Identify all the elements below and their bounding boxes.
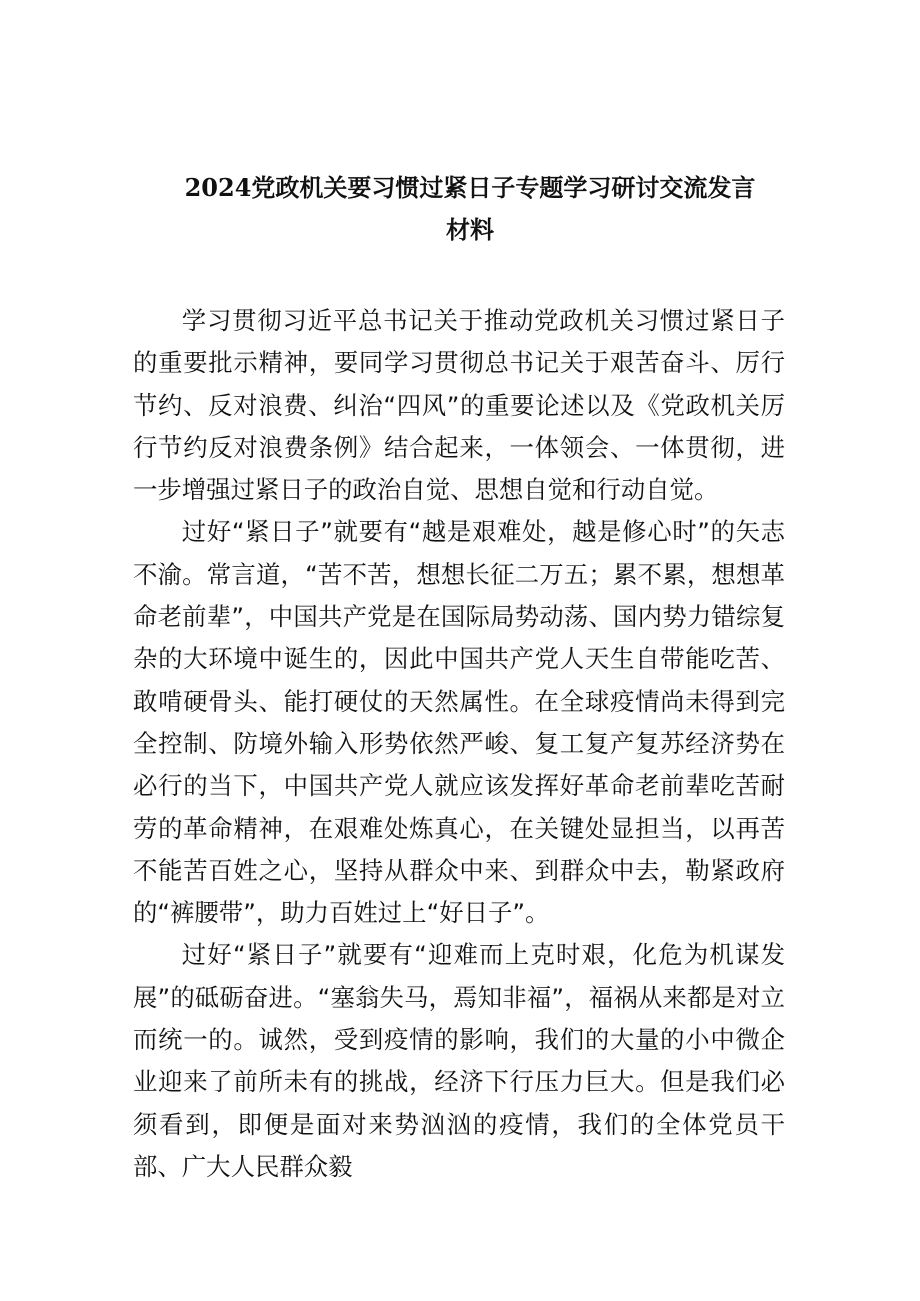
paragraph-2: 过好“紧日子”就要有“越是艰难处，越是修心时”的矢志不渝。常言道，“苦不苦，想想长征二万五；累不累，想想革命老前辈”，中国共产党是在国际局势动荡、国内势力错综复杂的大环境中诞生的，因此中国共产党人天生自带能吃苦、敢啃硬骨头、能打硬仗的天然属性。在全球疫情尚未得到完全控制、防境外输入形势依然严峻、复工复产复苏经济势在必行的当下，中国共产党人就应该发挥好革命老前辈吃苦耐劳的革命精神，在艰难处炼真心，在关键处显担当，以再苦不能苦百姓之心，坚持从群众中来、到群众中去，勒紧政府的“裤腰带”，助力百姓过上“好日子”。 bbox=[133, 517, 785, 928]
document-body bbox=[133, 300, 785, 1188]
document-title-line-2: 材料 bbox=[446, 215, 494, 244]
paragraph-1: 学习贯彻习近平总书记关于推动党政机关习惯过紧日子的重要批示精神，要同学习贯彻总书记关于艰苦奋斗、厉行节约、反对浪费、纠治“四风”的重要论述以及《党政机关厉行节约反对浪费条例》结合起来，一体领会、一体贯彻，进一步增强过紧日子的政治自觉、思想自觉和行动自觉。 bbox=[133, 306, 785, 505]
paragraph-3: 过好“紧日子”就要有“迎难而上克时艰，化危为机谋发展”的砥砺奋进。“塞翁失马，焉知非福”，福祸从来都是对立而统一的。诚然，受到疫情的影响，我们的大量的小中微企业迎来了前所未有的挑战，经济下行压力巨大。但是我们必须看到，即便是面对来势汹汹的疫情，我们的全体党员干部、广大人民群众毅 bbox=[133, 940, 785, 1181]
document-title-line-1: 2024党政机关要习惯过紧日子专题学习研讨交流发言 bbox=[184, 173, 756, 202]
